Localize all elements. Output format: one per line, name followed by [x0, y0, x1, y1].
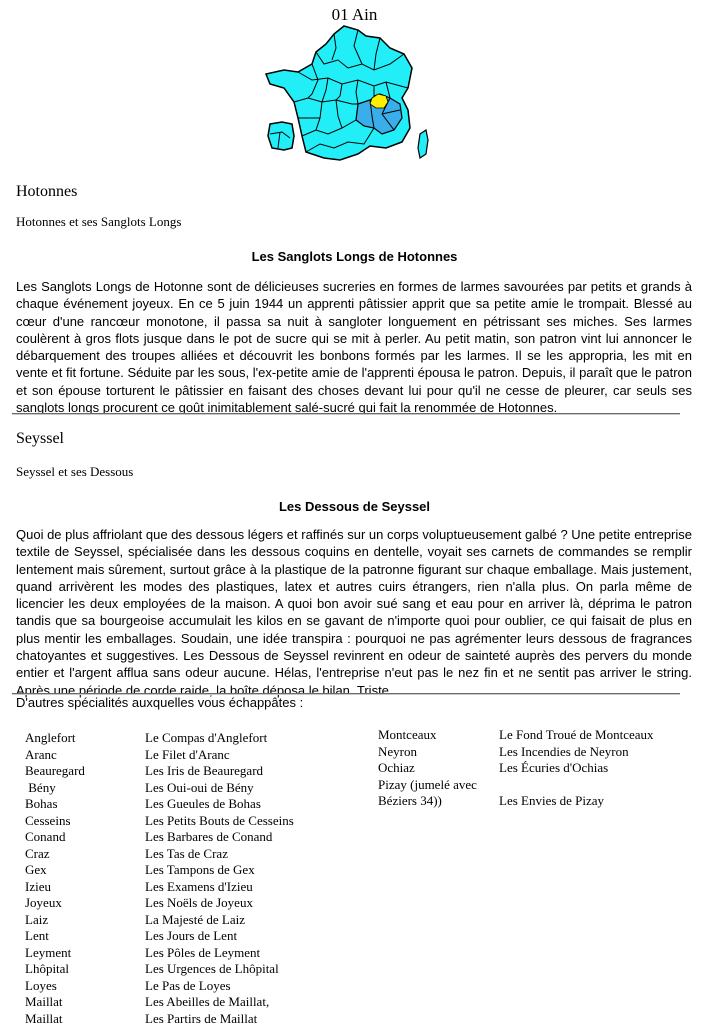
town-name: Bény: [25, 780, 145, 797]
list-item: [25, 994, 294, 1011]
section-divider: [12, 413, 680, 415]
town-name: Montceaux: [378, 727, 499, 744]
list-item: [25, 978, 294, 995]
list-item: [25, 829, 294, 846]
town-name: Ochiaz: [378, 760, 499, 777]
town-name: Anglefort: [25, 730, 145, 747]
town-name: Leyment: [25, 945, 145, 962]
specialty-name: La Majesté de Laiz: [145, 912, 245, 929]
list-item: [25, 1011, 294, 1027]
town-name: Laiz: [25, 912, 145, 929]
town-name: Joyeux: [25, 895, 145, 912]
town-name: Craz: [25, 846, 145, 863]
town-name: Lhôpital: [25, 961, 145, 978]
list-item: [378, 777, 654, 810]
town-name-line2: Béziers 34)): [378, 793, 499, 810]
specialty-name: Le Fond Troué de Montceaux: [499, 727, 654, 744]
specialty-name: Le Compas d'Anglefort: [145, 730, 267, 747]
specialty-name: Les Partirs de Maillat: [145, 1011, 257, 1027]
specialty-name: Les Examens d'Izieu: [145, 879, 253, 896]
town-name: [378, 777, 499, 810]
specialty-name: Les Pôles de Leyment: [145, 945, 260, 962]
specialty-name: Les Gueules de Bohas: [145, 796, 261, 813]
list-item: [25, 747, 294, 764]
list-item: [25, 928, 294, 945]
town-name: Gex: [25, 862, 145, 879]
specialty-name: Les Oui-oui de Bény: [145, 780, 254, 797]
specialty-name: Les Envies de Pizay: [499, 793, 604, 810]
specialty-name: Les Jours de Lent: [145, 928, 237, 945]
list-item: [25, 813, 294, 830]
section-subtitle-seyssel: Seyssel et ses Dessous: [16, 464, 133, 480]
list-item: [378, 727, 654, 744]
list-item: [25, 961, 294, 978]
specialties-list-right: [378, 727, 654, 810]
specialty-name: Les Iris de Beauregard: [145, 763, 263, 780]
town-name-line1: Pizay (jumelé avec: [378, 777, 499, 794]
inset-territory: [268, 122, 294, 150]
list-item: [25, 862, 294, 879]
specialty-name: Les Barbares de Conand: [145, 829, 272, 846]
section-subtitle-hotonnes: Hotonnes et ses Sanglots Longs: [16, 214, 181, 230]
article-text-hotonnes: Les Sanglots Longs de Hotonne sont de délicieuses sucreries en formes de larmes savourées par petits et grands à chaque événement joyeux. En ce 5 juin 1944 un apprenti pâtissier apprit que sa petite amie le trompait. Blessé au cœur d'une rancœur monotone, il passa sa nuit à sangloter longuement en pétrissant ses miches. Ses larmes coulèrent à gros flots jusque dans le pot de sucre qui se mit à perler. Au petit matin, son patron vint lui annoncer le débarquement des troupes alliées et découvrit les bonbons formés par les larmes. Il se les appropria, les mit en vente et fit fortune. Séduite par les sous, l'ex-petite amie de l'apprenti épousa le patron. Depuis, il paraît que le patron et son épouse torturent le pâtissier en faisant des choses devant lui pour qu'il ne cesse de pleurer, car seuls ses sanglots longs procurent ce goût inimitablement salé-sucré qui fait la renommée de Hotonnes.: [16, 278, 692, 416]
specialty-name: Les Incendies de Neyron: [499, 744, 629, 761]
specialty-name: Les Noëls de Joyeux: [145, 895, 253, 912]
specialty-name: Les Abeilles de Maillat,: [145, 994, 269, 1011]
list-item: [25, 730, 294, 747]
specialty-name: Les Tas de Craz: [145, 846, 228, 863]
town-name: Maillat: [25, 994, 145, 1011]
list-item: [378, 760, 654, 777]
specialty-name: Les Urgences de Lhôpital: [145, 961, 279, 978]
others-label: D'autres spécialités auxquelles vous échappâtes :: [16, 695, 303, 710]
specialty-name: Les Tampons de Gex: [145, 862, 255, 879]
specialty-name: Le Pas de Loyes: [145, 978, 231, 995]
article-title-seyssel: Les Dessous de Seyssel: [0, 499, 709, 514]
town-name: Maillat: [25, 1011, 145, 1027]
town-name: Izieu: [25, 879, 145, 896]
list-item: [378, 744, 654, 761]
list-item: [25, 912, 294, 929]
article-title-hotonnes: Les Sanglots Longs de Hotonnes: [0, 249, 709, 264]
article-text-seyssel: Quoi de plus affriolant que des dessous légers et raffinés sur un corps voluptueusement galbé ? Une petite entreprise textile de Seyssel, spécialisée dans les dessous coquins en dentelle, voyait ses carnets de commandes se remplir lentement mais sûrement, surtout grâce à la plastique de la patronne figurant sur chaque emballage. Mais justement, quand arrivèrent les modes des plastiques, latex et autres cuirs étrangers, rien n'alla plus. On parla même de licencier les deux employées de la maison. A quoi bon avoir sué sang et eau pour en arriver là, déprima le patron tandis que sa bourgeoise accumulait les kilos en se gavant de n'importe quoi pour oublier, ce qui faisait de plus en plus mentir les emballages. Soudain, une idée transpira : pourquoi ne pas agrémenter leurs dessous de fragrances chatoyantes et suggestives. Les Dessous de Seyssel revinrent en odeur de sainteté auprès des pervers du monde entier et l'argent afflua sans odeur aucune. Hélas, l'entreprise n'eut pas le nez fin et ne sentit pas arriver le string. Après une période de corde raide, la boîte déposa le bilan. Triste.: [16, 526, 692, 699]
city-heading-seyssel: Seyssel: [16, 430, 64, 448]
specialty-name: Les Écuries d'Ochias: [499, 760, 608, 777]
page-title: 01 Ain: [0, 5, 709, 25]
list-item: [25, 846, 294, 863]
town-name: Bohas: [25, 796, 145, 813]
town-name: Aranc: [25, 747, 145, 764]
list-item: [25, 796, 294, 813]
town-name: Neyron: [378, 744, 499, 761]
corsica: [418, 130, 428, 158]
list-item: [25, 895, 294, 912]
specialties-list-left: [25, 730, 294, 1027]
france-map-image: [262, 24, 442, 164]
list-item: [25, 763, 294, 780]
list-item: [25, 879, 294, 896]
list-item: [25, 780, 294, 797]
city-heading-hotonnes: Hotonnes: [16, 183, 77, 201]
list-item: [25, 945, 294, 962]
town-name: Lent: [25, 928, 145, 945]
specialty-name: Les Petits Bouts de Cesseins: [145, 813, 294, 830]
specialty-name: Le Filet d'Aranc: [145, 747, 230, 764]
town-name: Loyes: [25, 978, 145, 995]
town-name: Beauregard: [25, 763, 145, 780]
town-name: Conand: [25, 829, 145, 846]
town-name: Cesseins: [25, 813, 145, 830]
